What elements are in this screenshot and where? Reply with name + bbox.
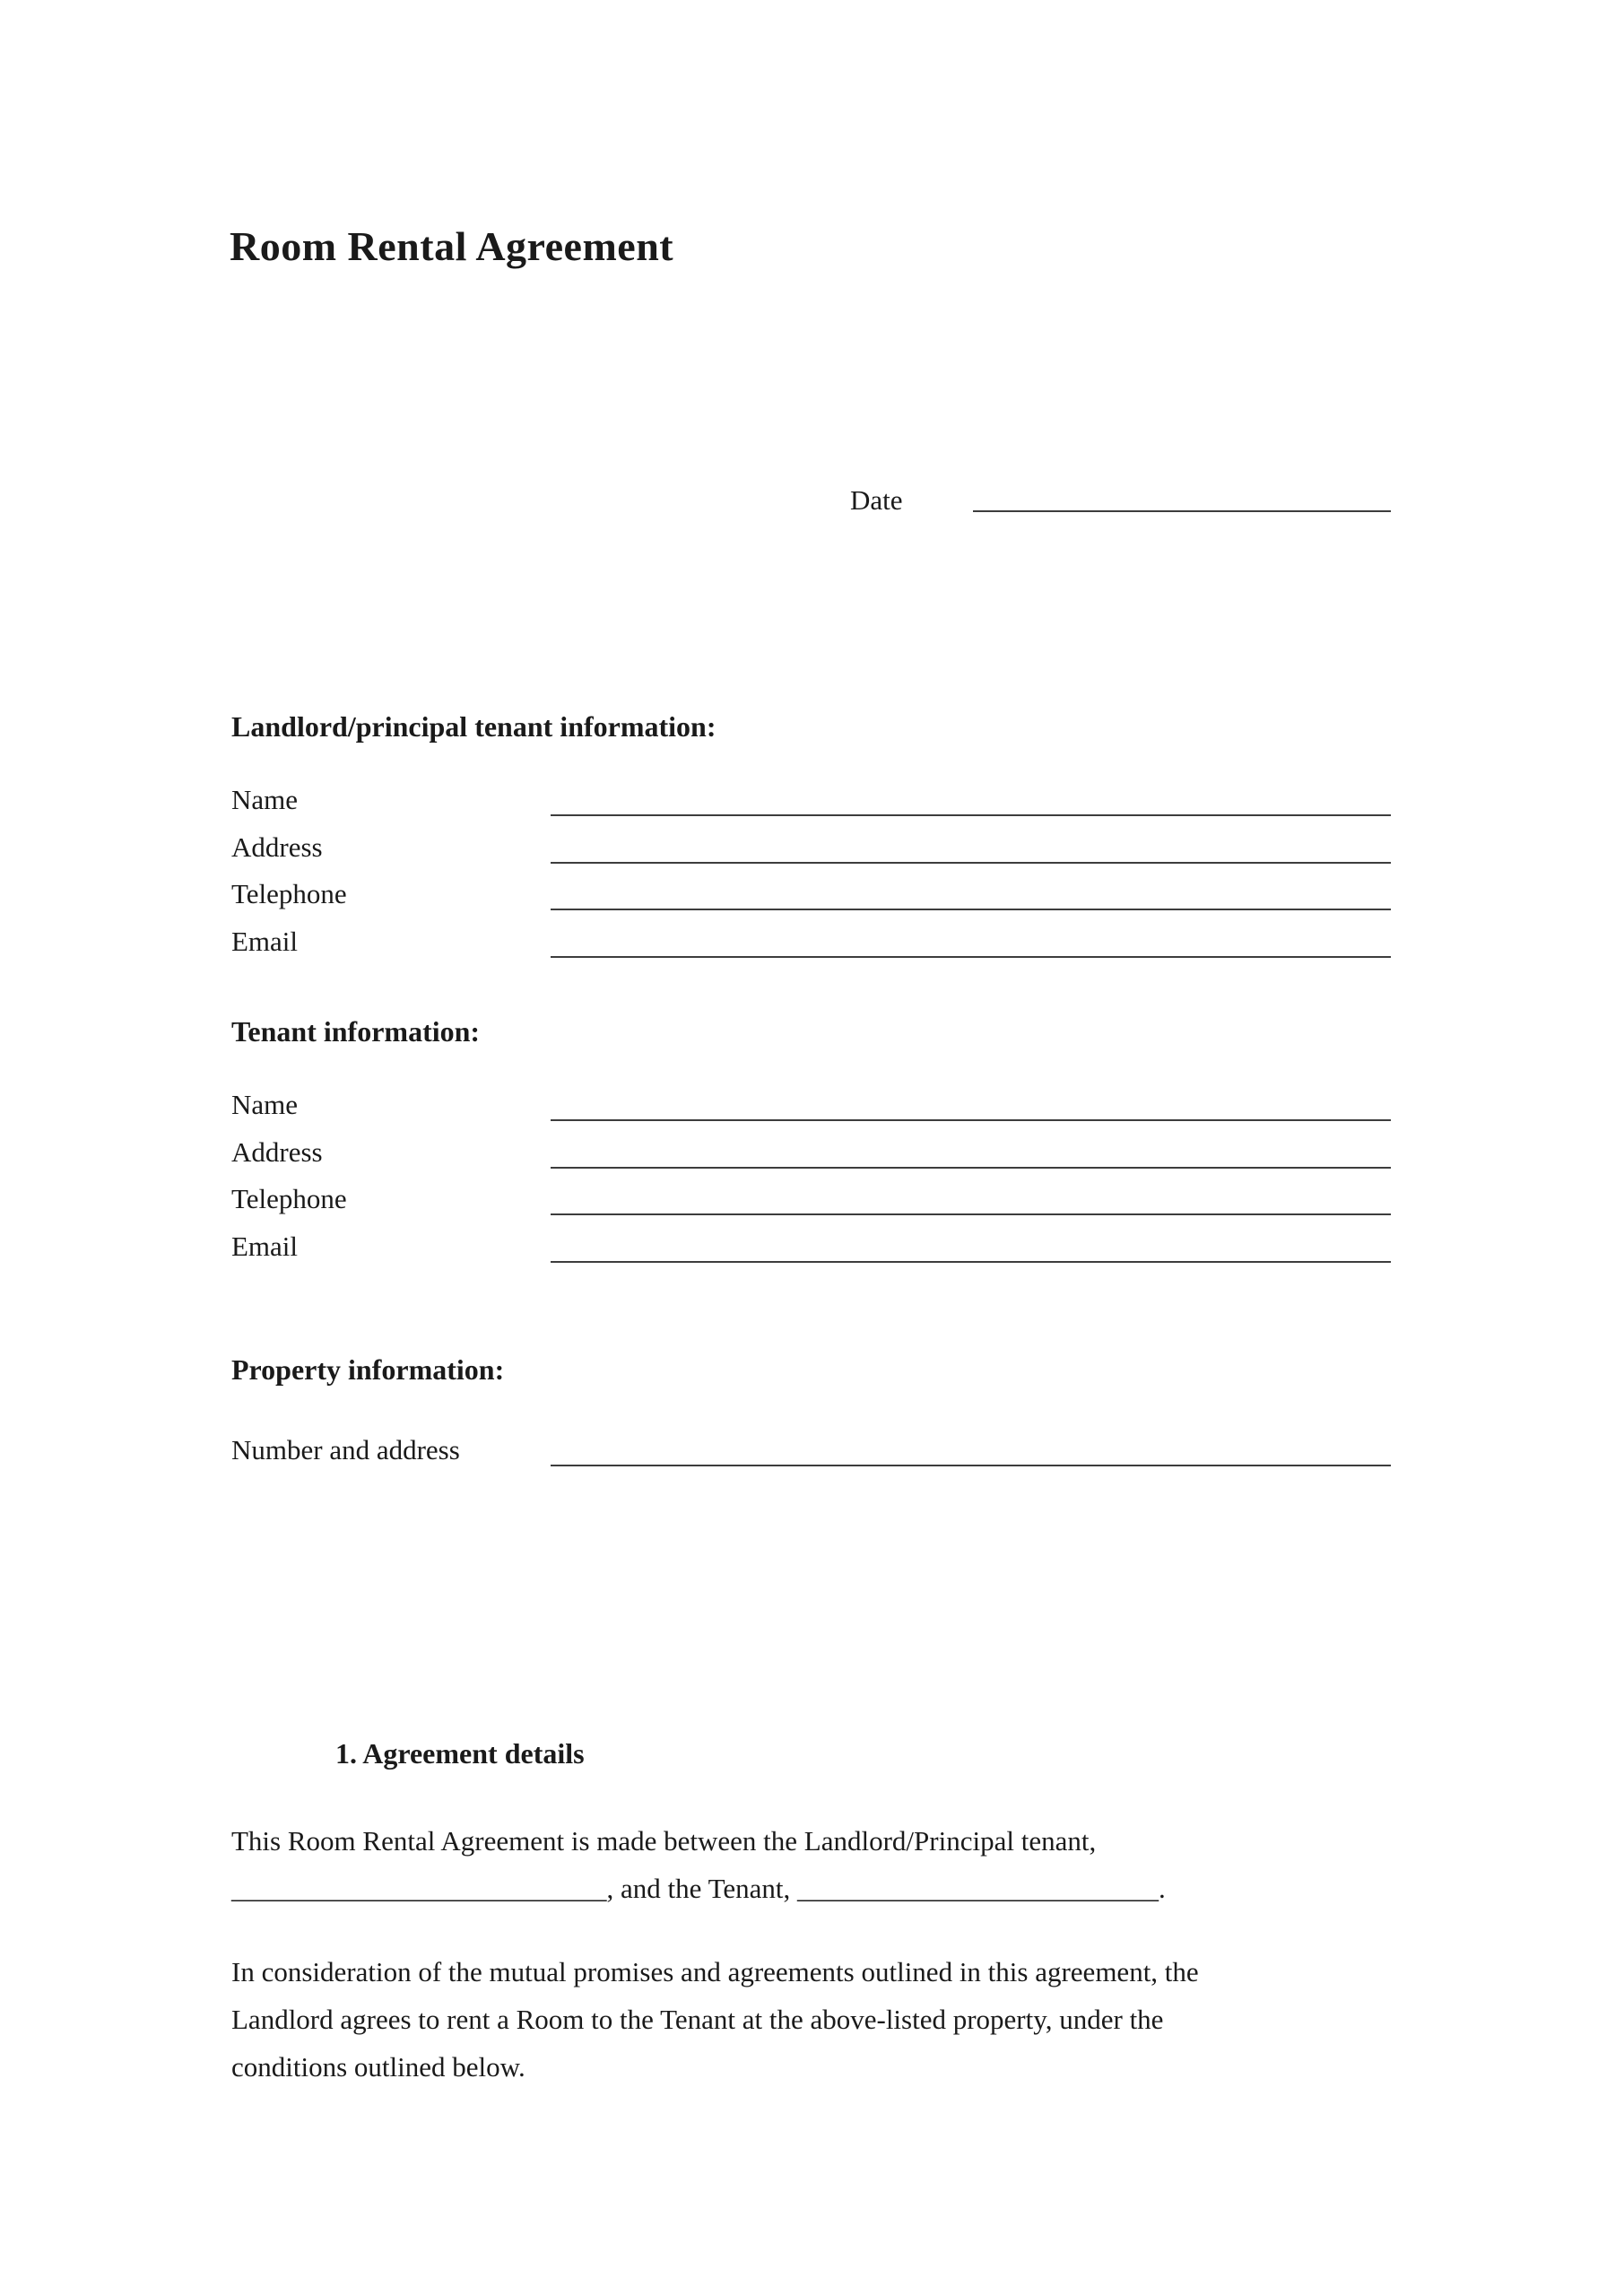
date-input-line[interactable] [973,482,1391,512]
property-number-address-row [231,1434,1391,1466]
landlord-name-row [231,784,1391,816]
paragraph-line: Landlord agrees to rent a Room to the Tenant at the above-listed property, under the [231,2004,1164,2035]
tenant-name-row [231,1089,1391,1121]
tenant-name-label: Name [231,1089,299,1120]
landlord-telephone-label: Telephone [231,878,347,909]
landlord-email-input-line[interactable] [551,927,1391,958]
agreement-details-heading: 1. Agreement details [335,1737,585,1770]
agreement-paragraph-1 [231,1817,1424,1912]
property-section-heading: Property information: [231,1353,505,1386]
landlord-address-row [231,831,1391,864]
landlord-email-label: Email [231,926,299,957]
tenant-email-row [231,1231,1391,1263]
tenant-section-heading: Tenant information: [231,1015,481,1048]
property-number-address-label: Number and address [231,1434,460,1465]
tenant-name-input-line[interactable] [551,1091,1391,1121]
tenant-telephone-input-line[interactable] [551,1185,1391,1215]
tenant-address-label: Address [231,1136,323,1168]
tenant-telephone-label: Telephone [231,1183,347,1214]
paragraph-line-with-blanks: ___________________________, and the Tenant, __________________________. [231,1873,1166,1904]
paragraph-line: conditions outlined below. [231,2051,525,2083]
landlord-name-input-line[interactable] [551,786,1391,816]
landlord-section-heading: Landlord/principal tenant information: [231,710,716,743]
landlord-address-input-line[interactable] [551,833,1391,864]
landlord-telephone-input-line[interactable] [551,880,1391,910]
tenant-email-input-line[interactable] [551,1232,1391,1263]
landlord-address-label: Address [231,831,323,863]
landlord-name-label: Name [231,784,299,815]
agreement-paragraph-2 [231,1948,1424,2091]
document-title: Room Rental Agreement [230,223,674,269]
paragraph-line: In consideration of the mutual promises and agreements outlined in this agreement, the [231,1956,1199,1987]
landlord-telephone-row [231,878,1391,910]
tenant-email-label: Email [231,1231,299,1262]
date-label: Date [850,484,903,516]
paragraph-line: This Room Rental Agreement is made between the Landlord/Principal tenant, [231,1825,1097,1857]
landlord-email-row [231,926,1391,958]
tenant-address-row [231,1136,1391,1169]
property-number-address-input-line[interactable] [551,1436,1391,1466]
tenant-address-input-line[interactable] [551,1138,1391,1169]
tenant-telephone-row [231,1183,1391,1215]
